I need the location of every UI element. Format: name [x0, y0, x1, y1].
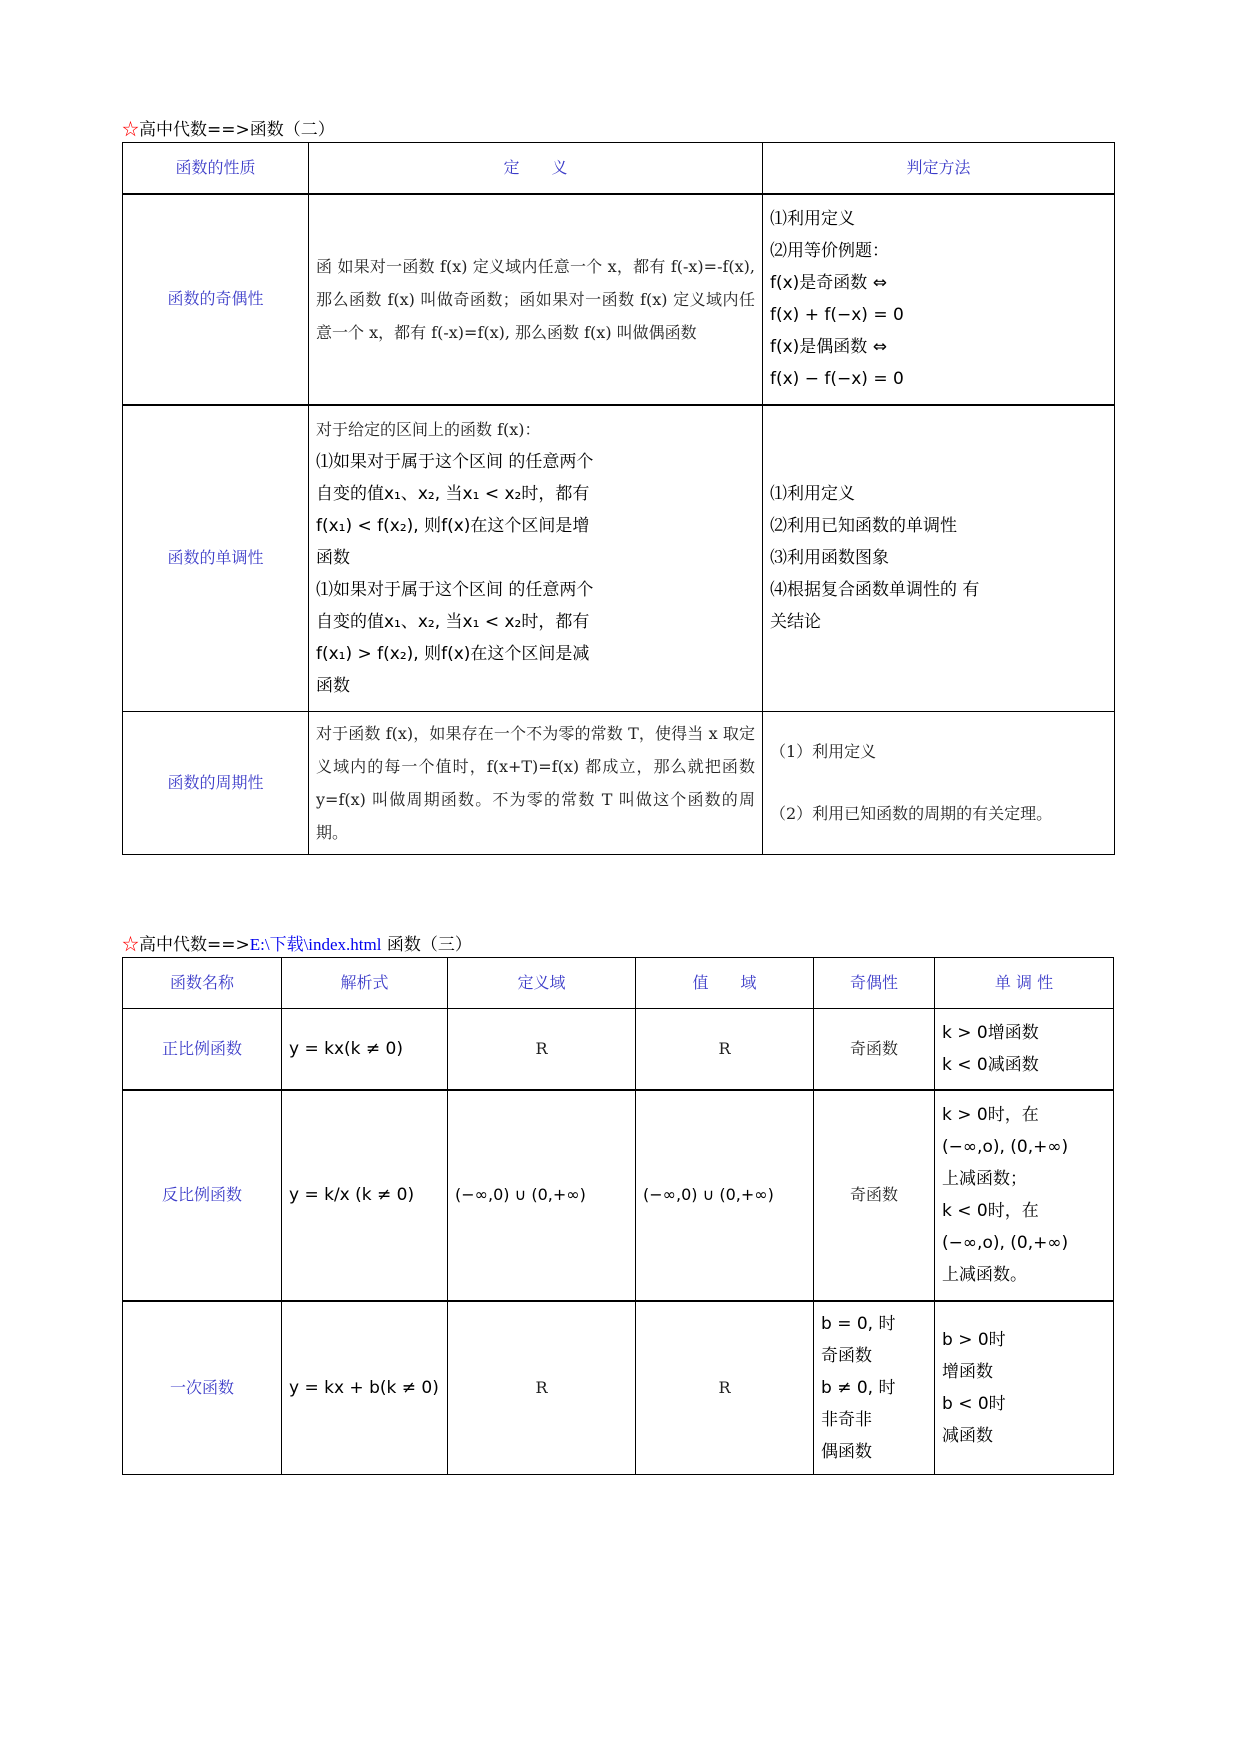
- function-properties-table: [122, 142, 1115, 855]
- table-row-monotonicity: [123, 405, 1115, 712]
- definition-line: 自变的值x₁、x₂, 当x₁ < x₂时，都有: [316, 484, 590, 505]
- row-range-linear: R: [636, 1301, 814, 1475]
- table-row-periodicity: [123, 712, 1115, 855]
- monotonic-line: b > 0时: [942, 1329, 1006, 1350]
- definition-line: f(x₁) > f(x₂), 则f(x)在这个区间是减: [316, 644, 590, 665]
- definition-line: 函数: [316, 676, 350, 697]
- row-definition-monotonicity: [309, 405, 763, 712]
- header-property: 函数的性质: [123, 143, 309, 194]
- header-formula: 解析式: [282, 958, 448, 1009]
- row-domain-proportional: R: [448, 1009, 636, 1090]
- method-line: ⑵利用已知函数的单调性: [770, 516, 957, 537]
- row-monotonicity-linear: [935, 1301, 1114, 1475]
- parity-line: 偶函数: [821, 1441, 872, 1462]
- row-range-inverse: (−∞,0) ∪ (0,+∞): [636, 1090, 814, 1301]
- monotonic-line: 上减函数。: [942, 1265, 1027, 1285]
- index-link[interactable]: E:\下载\index.html: [249, 935, 382, 954]
- row-formula-linear: y = kx + b(k ≠ 0): [282, 1301, 448, 1475]
- method-line: ⑴利用定义: [770, 209, 855, 229]
- row-monotonicity-inverse: [935, 1090, 1114, 1301]
- row-formula-inverse: y = k/x (k ≠ 0): [282, 1090, 448, 1301]
- table-row-inverse: [123, 1090, 1114, 1301]
- row-method-parity: [763, 194, 1115, 405]
- row-name-parity: 函数的奇偶性: [123, 194, 309, 405]
- definition-line: ⑴如果对于属于这个区间 的任意两个: [316, 452, 594, 473]
- section1-heading: [122, 119, 335, 141]
- monotonic-line: b < 0时: [942, 1393, 1006, 1414]
- row-parity-proportional: 奇函数: [814, 1009, 935, 1090]
- method-line: ⑶利用函数图象: [770, 548, 889, 569]
- row-parity-inverse: 奇函数: [814, 1090, 935, 1301]
- line-gap: [770, 768, 1107, 798]
- method-line: f(x) − f(−x) = 0: [770, 369, 904, 389]
- monotonic-line: 减函数: [942, 1425, 993, 1446]
- method-line: f(x)是偶函数 ⇔: [770, 337, 887, 357]
- table-row-proportional: [123, 1009, 1114, 1090]
- section2-title-prefix: 高中代数==>: [139, 935, 250, 955]
- definition-line: f(x₁) < f(x₂), 则f(x)在这个区间是增: [316, 516, 590, 537]
- parity-line: 奇函数: [821, 1345, 872, 1366]
- header-monotonicity: 单 调 性: [935, 958, 1114, 1009]
- parity-line: 非奇非: [821, 1409, 872, 1430]
- row-range-proportional: R: [636, 1009, 814, 1090]
- row-parity-linear: [814, 1301, 935, 1475]
- header-range: 值 域: [636, 958, 814, 1009]
- row-domain-inverse: (−∞,0) ∪ (0,+∞): [448, 1090, 636, 1301]
- row-domain-linear: R: [448, 1301, 636, 1475]
- table-row-linear: [123, 1301, 1114, 1475]
- header-method: 判定方法: [763, 143, 1115, 194]
- definition-line: 对于给定的区间上的函数 f(x)：: [316, 420, 541, 440]
- parity-line: b ≠ 0, 时: [821, 1377, 896, 1398]
- method-line: ⑷根据复合函数单调性的 有: [770, 580, 980, 601]
- basic-functions-table: [122, 957, 1114, 1475]
- method-line: 关结论: [770, 612, 821, 633]
- definition-line: 函数: [316, 548, 350, 569]
- header-parity: 奇偶性: [814, 958, 935, 1009]
- header-domain: 定义域: [448, 958, 636, 1009]
- row-name-proportional: 正比例函数: [123, 1009, 282, 1090]
- monotonic-line: k > 0时，在: [942, 1105, 1039, 1125]
- table-header-row: [123, 143, 1115, 194]
- section2-heading: [122, 934, 472, 956]
- definition-line: 自变的值x₁、x₂, 当x₁ < x₂时，都有: [316, 612, 590, 633]
- row-method-monotonicity: [763, 405, 1115, 712]
- monotonic-line: 增函数: [942, 1361, 993, 1382]
- method-line: ⑵用等价例题：: [770, 241, 889, 261]
- monotonic-line: k > 0增函数: [942, 1022, 1039, 1043]
- monotonic-line: (−∞,o), (0,+∞): [942, 1137, 1069, 1157]
- method-line: ⑴利用定义: [770, 484, 855, 505]
- star-icon: ☆: [122, 935, 139, 955]
- header-definition: 定 义: [309, 143, 763, 194]
- definition-line: ⑴如果对于属于这个区间 的任意两个: [316, 580, 594, 601]
- row-method-periodicity: [763, 712, 1115, 855]
- row-definition-periodicity: 对于函数 f(x)，如果存在一个不为零的常数 T，使得当 x 取定义域内的每一个值时，f(x+T)=f(x) 都成立，那么就把函数 y=f(x) 叫做周期函数。不为零的常数 T 叫做这个函数的周期。: [309, 712, 763, 855]
- section1-title: 高中代数==>函数（二）: [139, 120, 335, 140]
- row-name-inverse: 反比例函数: [123, 1090, 282, 1301]
- row-monotonicity-proportional: [935, 1009, 1114, 1090]
- header-function-name: 函数名称: [123, 958, 282, 1009]
- monotonic-line: k < 0减函数: [942, 1054, 1039, 1075]
- method-line: f(x) + f(−x) = 0: [770, 305, 904, 325]
- table-row-parity: [123, 194, 1115, 405]
- row-name-periodicity: 函数的周期性: [123, 712, 309, 855]
- section2-title-suffix: 函数（三）: [381, 935, 472, 955]
- monotonic-line: k < 0时，在: [942, 1201, 1039, 1221]
- row-definition-parity: 函 如果对一函数 f(x) 定义域内任意一个 x，都有 f(-x)=-f(x), 那么函数 f(x) 叫做奇函数；函如果对一函数 f(x) 定义域内任意一个 x，都有 f(-x)=f(x), 那么函数 f(x) 叫做偶函数: [309, 194, 763, 405]
- row-name-linear: 一次函数: [123, 1301, 282, 1475]
- method-line: f(x)是奇函数 ⇔: [770, 273, 887, 293]
- row-formula-proportional: y = kx(k ≠ 0): [282, 1009, 448, 1090]
- monotonic-line: 上减函数；: [942, 1169, 1027, 1189]
- method-line: （1）利用定义: [770, 742, 877, 761]
- table-header-row: [123, 958, 1114, 1009]
- parity-line: b = 0, 时: [821, 1313, 896, 1334]
- monotonic-line: (−∞,o), (0,+∞): [942, 1233, 1069, 1253]
- method-line: （2）利用已知函数的周期的有关定理。: [770, 804, 1053, 823]
- star-icon: ☆: [122, 120, 139, 140]
- row-name-monotonicity: 函数的单调性: [123, 405, 309, 712]
